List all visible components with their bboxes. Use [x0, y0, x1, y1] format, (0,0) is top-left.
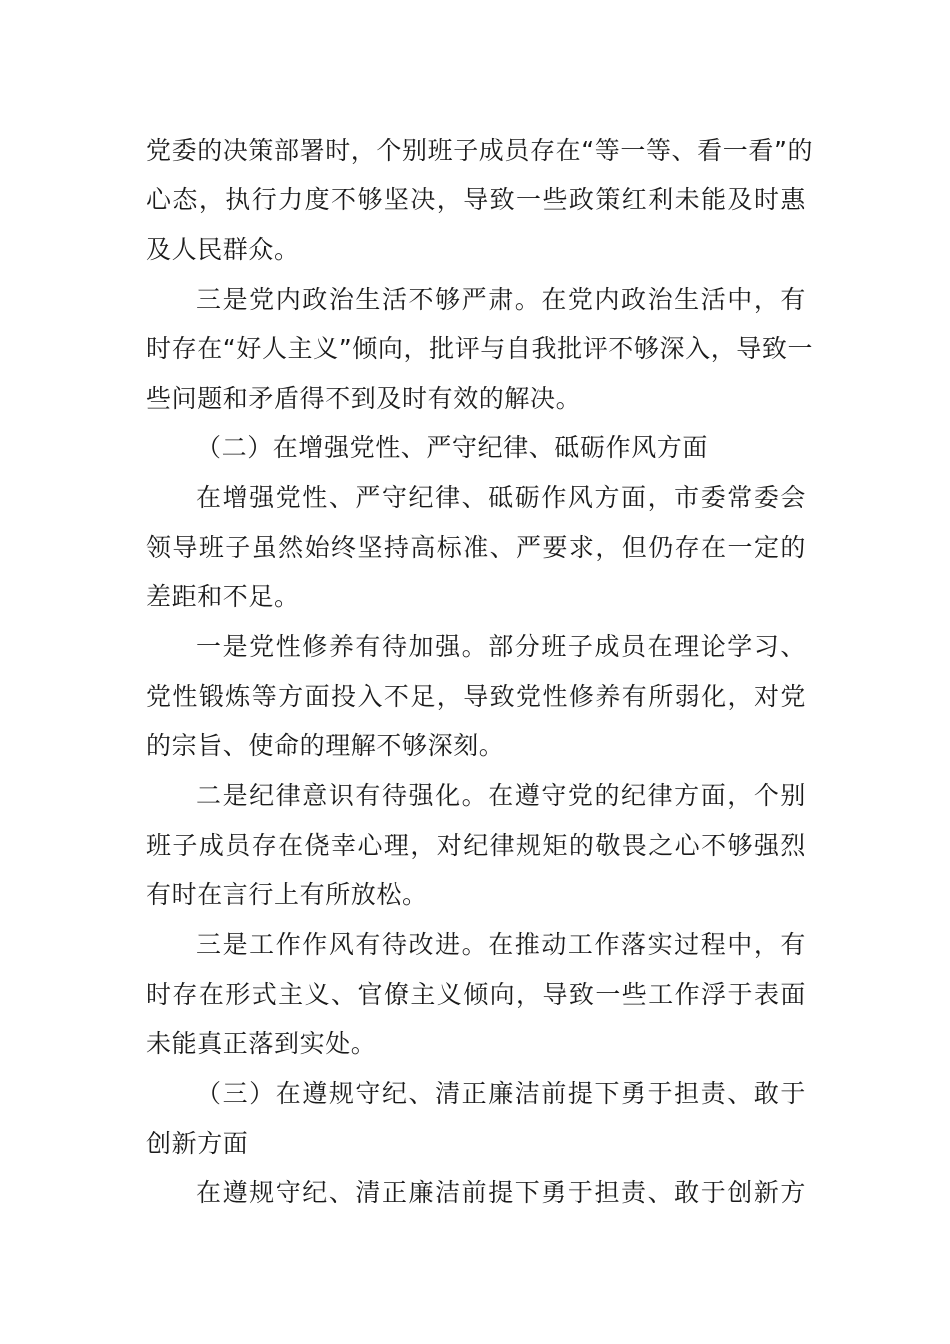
paragraph-first-line: 在遵规守纪、清正廉洁前提下勇于担责、敢于创新方	[196, 1178, 806, 1207]
body-text-line: 班子成员存在侥幸心理，对纪律规矩的敬畏之心不够强烈	[146, 831, 806, 860]
body-text-line: 未能真正落到实处。	[146, 1029, 377, 1058]
section-heading-3-continued: 创新方面	[146, 1129, 249, 1158]
body-text-line: 党委的决策部署时，个别班子成员存在“等一等、看一看”的	[146, 136, 814, 165]
body-text-line: 差距和不足。	[146, 582, 300, 611]
paragraph-first-line: 三是工作作风有待改进。在推动工作落实过程中，有	[196, 930, 806, 959]
body-text-line: 些问题和矛盾得不到及时有效的解决。	[146, 384, 582, 413]
paragraph-first-line: 二是纪律意识有待强化。在遵守党的纪律方面，个别	[196, 781, 806, 810]
section-heading-2: （二）在增强党性、严守纪律、砥砺作风方面	[196, 433, 709, 462]
body-text-line: 党性锻炼等方面投入不足，导致党性修养有所弱化，对党	[146, 682, 806, 711]
body-text-line: 心态，执行力度不够坚决，导致一些政策红利未能及时惠	[146, 185, 806, 214]
paragraph-first-line: 一是党性修养有待加强。部分班子成员在理论学习、	[196, 632, 806, 661]
body-text-line: 的宗旨、使命的理解不够深刻。	[146, 731, 505, 760]
paragraph-first-line: 三是党内政治生活不够严肃。在党内政治生活中，有	[196, 285, 806, 314]
section-heading-3: （三）在遵规守纪、清正廉洁前提下勇于担责、敢于	[196, 1079, 806, 1108]
body-text-line: 有时在言行上有所放松。	[146, 880, 428, 909]
body-text-line: 及人民群众。	[146, 235, 300, 264]
body-text-line: 领导班子虽然始终坚持高标准、严要求，但仍存在一定的	[146, 533, 806, 562]
body-text-line: 时存在形式主义、官僚主义倾向，导致一些工作浮于表面	[146, 980, 806, 1009]
paragraph-first-line: 在增强党性、严守纪律、砥砺作风方面，市委常委会	[196, 483, 806, 512]
body-text-line: 时存在“好人主义”倾向，批评与自我批评不够深入，导致一	[146, 334, 814, 363]
